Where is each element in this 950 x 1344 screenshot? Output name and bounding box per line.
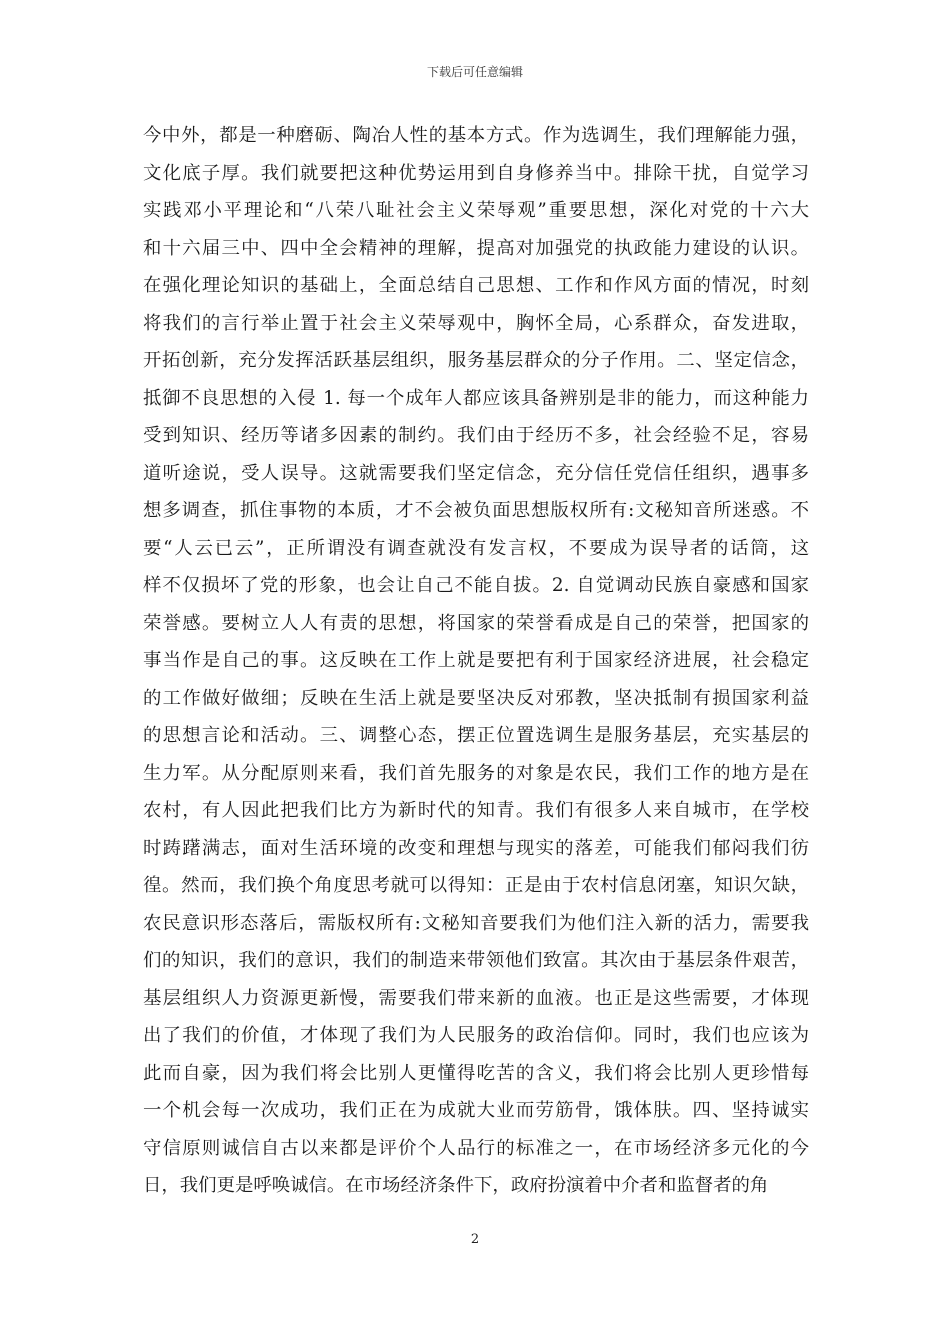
text-line: 出了我们的价值，才体现了我们为人民服务的政治信仰。同时，我们也应该为: [143, 1025, 809, 1046]
text-line: 抵御不良思想的入侵 1. 每一个成年人都应该具备辨别是非的能力，而这种能力: [143, 387, 809, 409]
text-line: 守信原则诚信自古以来都是评价个人品行的标准之一，在市场经济多元化的今: [143, 1137, 809, 1159]
text-line: 此而自豪，因为我们将会比别人更懂得吃苦的含义，我们将会比别人更珍惜每: [143, 1062, 809, 1084]
text-line: 农民意识形态落后，需版权所有:文秘知音要我们为他们注入新的活力，需要我: [143, 912, 809, 934]
text-line: 样不仅损坏了党的形象，也会让自己不能自拔。2. 自觉调动民族自豪感和国家: [143, 575, 809, 596]
text-line: 们的知识，我们的意识，我们的制造来带领他们致富。其次由于基层条件艰苦，: [143, 950, 809, 971]
text-line: 的工作做好做细；反映在生活上就是要坚决反对邪教，坚决抵制有损国家利益: [143, 687, 809, 709]
text-line: 的思想言论和活动。三、调整心态，摆正位置选调生是服务基层，充实基层的: [143, 725, 809, 746]
text-line: 今中外，都是一种磨砺、陶冶人性的基本方式。作为选调生，我们理解能力强，: [143, 125, 809, 146]
text-line: 日，我们更是呼唤诚信。在市场经济条件下，政府扮演着中介者和监督者的角: [143, 1175, 769, 1196]
text-line: 将我们的言行举止置于社会主义荣辱观中，胸怀全局，心系群众，奋发进取，: [143, 312, 809, 334]
text-line: 生力军。从分配原则来看，我们首先服务的对象是农民，我们工作的地方是在: [143, 762, 809, 784]
page-number: 2: [470, 1232, 480, 1247]
text-line: 想多调查，抓住事物的本质，才不会被负面思想版权所有:文秘知音所迷惑。不: [143, 500, 809, 521]
text-line: 道听途说，受人误导。这就需要我们坚定信念，充分信任党信任组织，遇事多: [143, 462, 809, 484]
text-line: 要“人云已云”，正所谓没有调查就没有发言权，不要成为误导者的话筒，这: [143, 537, 809, 559]
text-line: 基层组织人力资源更新慢，需要我们带来新的血液。也正是这些需要，才体现: [143, 987, 809, 1009]
text-line: 实践邓小平理论和“八荣八耻社会主义荣辱观”重要思想，深化对党的十六大: [143, 200, 809, 221]
body-text: [143, 117, 809, 1205]
text-line: 受到知识、经历等诸多因素的制约。我们由于经历不多，社会经验不足，容易: [143, 425, 809, 446]
text-line: 时踌躇满志，面对生活环境的改变和理想与现实的落差，可能我们郁闷我们彷: [143, 837, 809, 859]
page-header: 下载后可任意编辑: [426, 65, 523, 79]
text-line: 荣誉感。要树立人人有责的思想，将国家的荣誉看成是自己的荣誉，把国家的: [143, 612, 809, 634]
text-line: 一个机会每一次成功，我们正在为成就大业而劳筋骨，饿体肤。四、坚持诚实: [143, 1100, 809, 1121]
text-line: 在强化理论知识的基础上，全面总结自己思想、工作和作风方面的情况，时刻: [143, 275, 809, 296]
text-line: 文化底子厚。我们就要把这种优势运用到自身修养当中。排除干扰，自觉学习: [143, 162, 809, 184]
text-line: 开拓创新，充分发挥活跃基层组织，服务基层群众的分子作用。二、坚定信念，: [143, 350, 809, 371]
text-line: 农村，有人因此把我们比方为新时代的知青。我们有很多人来自城市，在学校: [143, 800, 809, 821]
text-line: 和十六届三中、四中全会精神的理解，提高对加强党的执政能力建设的认识。: [143, 237, 809, 259]
text-line: 徨。然而，我们换个角度思考就可以得知：正是由于农村信息闭塞，知识欠缺，: [143, 875, 809, 896]
text-line: 事当作是自己的事。这反映在工作上就是要把有利于国家经济进展，社会稳定: [143, 650, 809, 671]
